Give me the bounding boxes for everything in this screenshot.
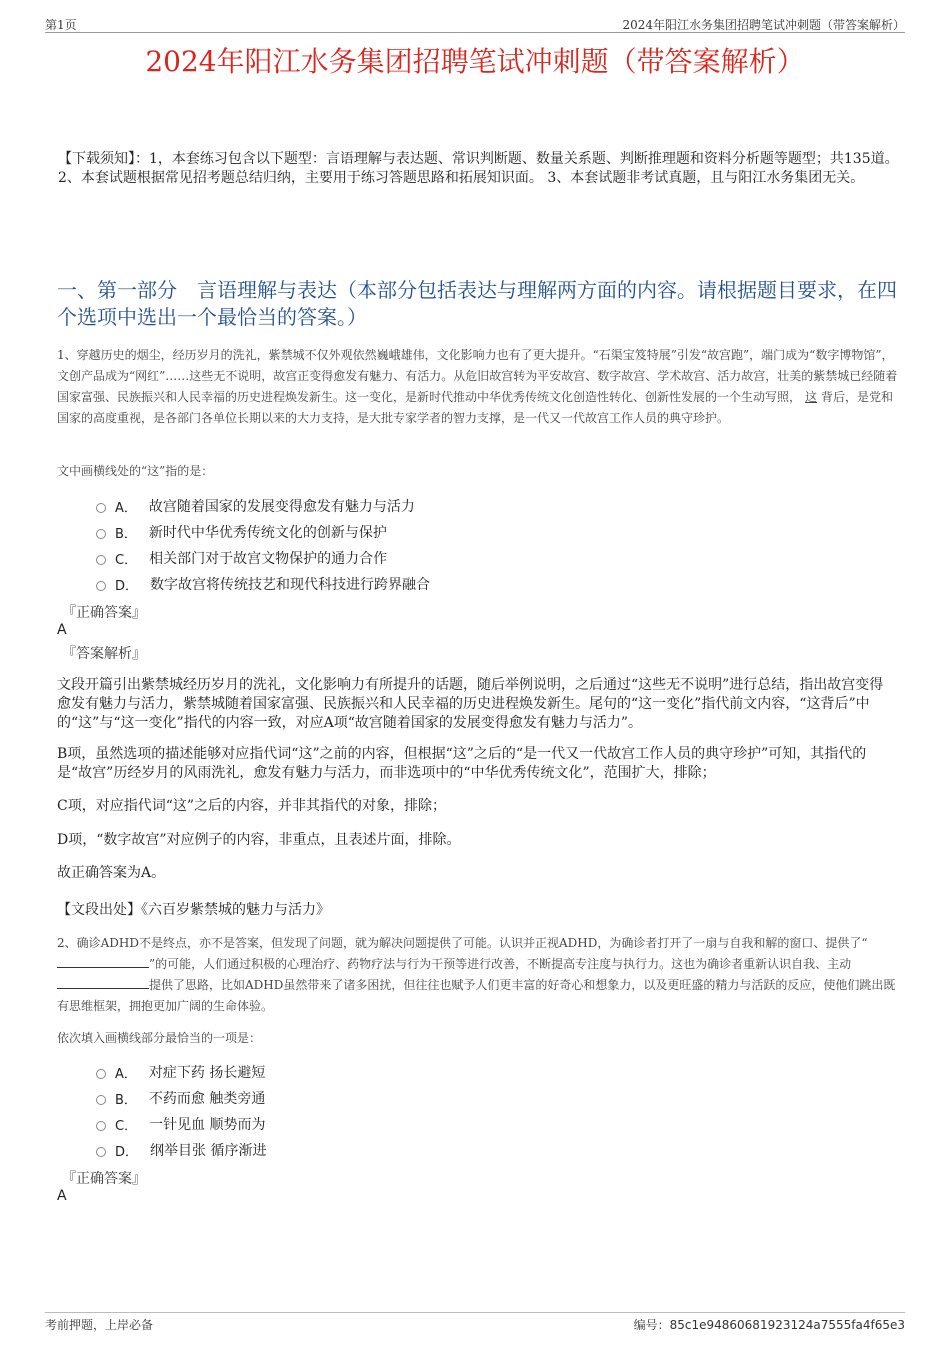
radio-icon[interactable]	[96, 1147, 106, 1157]
question-1-analysis-label: 『答案解析』	[62, 646, 146, 662]
download-notice: 【下载须知】：1，本套练习包含以下题型：言语理解与表达题、常识判断题、数量关系题、判断推理题和资料分析题等题型；共135道。 2、本套试题根据常见招考题总结归纳，主要用于练习答题思路和拓展知识面。 3、本套试题非考试真题，且与阳江水务集团无关。	[58, 151, 899, 186]
section-heading: 一、第一部分 言语理解与表达（本部分包括表达与理解两方面的内容。请根据题目要求，在四个选项中选出一个最恰当的答案。）	[57, 278, 897, 329]
question-2-option-a[interactable]: A． 对症下药 扬长避短	[96, 1059, 876, 1085]
question-1-options	[96, 493, 876, 597]
question-2-option-b[interactable]: B． 不药而愈 触类旁通	[96, 1085, 876, 1111]
question-1-text-after: 背后，是党和国家的高度重视，是各部门各单位长期以来的大力支持，是大批专家学者的智力支撑，是一代又一代故宫工作人员的典守珍护。	[57, 390, 894, 425]
question-2-answer: A	[57, 1188, 67, 1204]
question-1-option-a[interactable]: A． 故宫随着国家的发展变得愈发有魅力与活力	[96, 493, 876, 519]
question-1-answer-label: 『正确答案』	[62, 605, 146, 621]
question-2-text-part-2: ”的可能，人们通过积极的心理治疗、药物疗法与行为干预等进行改善，不断提高专注度与执行力。这也为确诊者重新认识自我、主动	[149, 957, 852, 971]
radio-icon[interactable]	[96, 581, 106, 591]
question-1-analysis-conclusion: 故正确答案为A。	[57, 865, 166, 881]
question-2-option-d[interactable]: D． 纲举目张 循序渐进	[96, 1137, 876, 1163]
question-1-analysis-paragraph: B项，虽然选项的描述能够对应指代词“这”之前的内容，但根据“这”之后的“是一代又一代故宫工作人员的典守珍护”可知，其指代的是“故宫”历经岁月的风雨洗礼，愈发有魅力与活力，而非选项中的“中华优秀传统文化”，范围扩大，排除；	[57, 746, 867, 781]
radio-icon[interactable]	[96, 529, 106, 539]
radio-icon[interactable]	[96, 1095, 106, 1105]
radio-icon[interactable]	[96, 1069, 106, 1079]
question-1-answer: A	[57, 622, 67, 638]
document-title: 2024年阳江水务集团招聘笔试冲刺题（带答案解析）	[145, 45, 805, 78]
question-1-option-c[interactable]: C． 相关部门对于故宫文物保护的通力合作	[96, 545, 876, 571]
radio-icon[interactable]	[96, 1121, 106, 1131]
question-2-text	[57, 933, 902, 1017]
question-1-analysis-paragraph: 文段开篇引出紫禁城经历岁月的洗礼，文化影响力有所提升的话题，随后举例说明，之后通过“这些无不说明”进行总结，指出故宫变得愈发有魅力与活力，紫禁城随着国家富强、民族振兴和人民幸福的历史进程焕发新生。尾句的“这一变化”指代前文内容，“这背后”中的“这”与“这一变化”指代的内容一致，对应A项“故宫随着国家的发展变得愈发有魅力与活力”。	[57, 677, 884, 731]
footer-code	[634, 1316, 905, 1333]
question-1-analysis-paragraph: D项，“数字故宫”对应例子的内容，非重点，且表述片面，排除。	[57, 832, 461, 848]
header-doc-title: 2024年阳江水务集团招聘笔试冲刺题（带答案解析）	[622, 18, 905, 32]
question-2-answer-label: 『正确答案』	[62, 1171, 146, 1187]
question-1-text-before: 1、穿越历史的烟尘，经历岁月的洗礼，紫禁城不仅外观依然巍峨雄伟，文化影响力也有了更大提升。“石渠宝笈特展”引发“故宫跑”，端门成为“数字博物馆”，文创产品成为“网红”……这些无不说明，故宫正变得愈发有魅力、有活力。从危旧故宫转为平安故宫、数字故宫、学术故宫、活力故宫，壮美的紫禁城已经随着国家富强、民族振兴和人民幸福的历史进程焕发新生。这一变化，是新时代推动中华优秀传统文化创造性转化、创新性发展的一个生动写照，	[57, 348, 898, 404]
question-1-analysis-paragraph: C项，对应指代词“这”之后的内容，并非其指代的对象，排除；	[57, 798, 447, 814]
radio-icon[interactable]	[96, 555, 106, 565]
fill-in-blank	[57, 955, 149, 968]
radio-icon[interactable]	[96, 503, 106, 513]
question-1-option-d[interactable]: D． 数字故宫将传统技艺和现代科技进行跨界融合	[96, 571, 876, 597]
page-number: 第1页	[45, 18, 77, 32]
question-1-option-b[interactable]: B． 新时代中华优秀传统文化的创新与保护	[96, 519, 876, 545]
question-2-option-c[interactable]: C． 一针见血 顺势而为	[96, 1111, 876, 1137]
fill-in-blank	[57, 976, 149, 989]
question-2-prompt: 依次填入画横线部分最恰当的一项是：	[57, 1031, 262, 1045]
page-footer	[45, 1312, 905, 1333]
question-2-text-part-1: 2、确诊ADHD不是终点，亦不是答案，但发现了问题，就为解决问题提供了可能。认识并正视ADHD，为确诊者打开了一扇与自我和解的窗口、提供了“	[57, 936, 868, 950]
question-1-underlined-word: 这	[805, 390, 818, 404]
page-header	[45, 14, 905, 33]
question-1-text	[57, 345, 902, 429]
footer-slogan: 考前押题，上岸必备	[45, 1318, 154, 1332]
footer-code-label: 编号：	[633, 1318, 670, 1332]
question-2-text-part-3: 提供了思路，比如ADHD虽然带来了诸多困扰，但往往也赋予人们更丰富的好奇心和想象力，以及更旺盛的精力与活跃的反应，使他们跳出既有思维框架，拥抱更加广阔的生命体验。	[57, 978, 896, 1013]
question-2-options	[96, 1059, 876, 1163]
question-1-prompt: 文中画横线处的“这”指的是：	[57, 464, 214, 478]
footer-code-value: 85c1e94860681923124a7555fa4f65e3	[669, 1318, 905, 1332]
question-1-source: 【文段出处】《六百岁紫禁城的魅力与活力》	[57, 902, 330, 918]
